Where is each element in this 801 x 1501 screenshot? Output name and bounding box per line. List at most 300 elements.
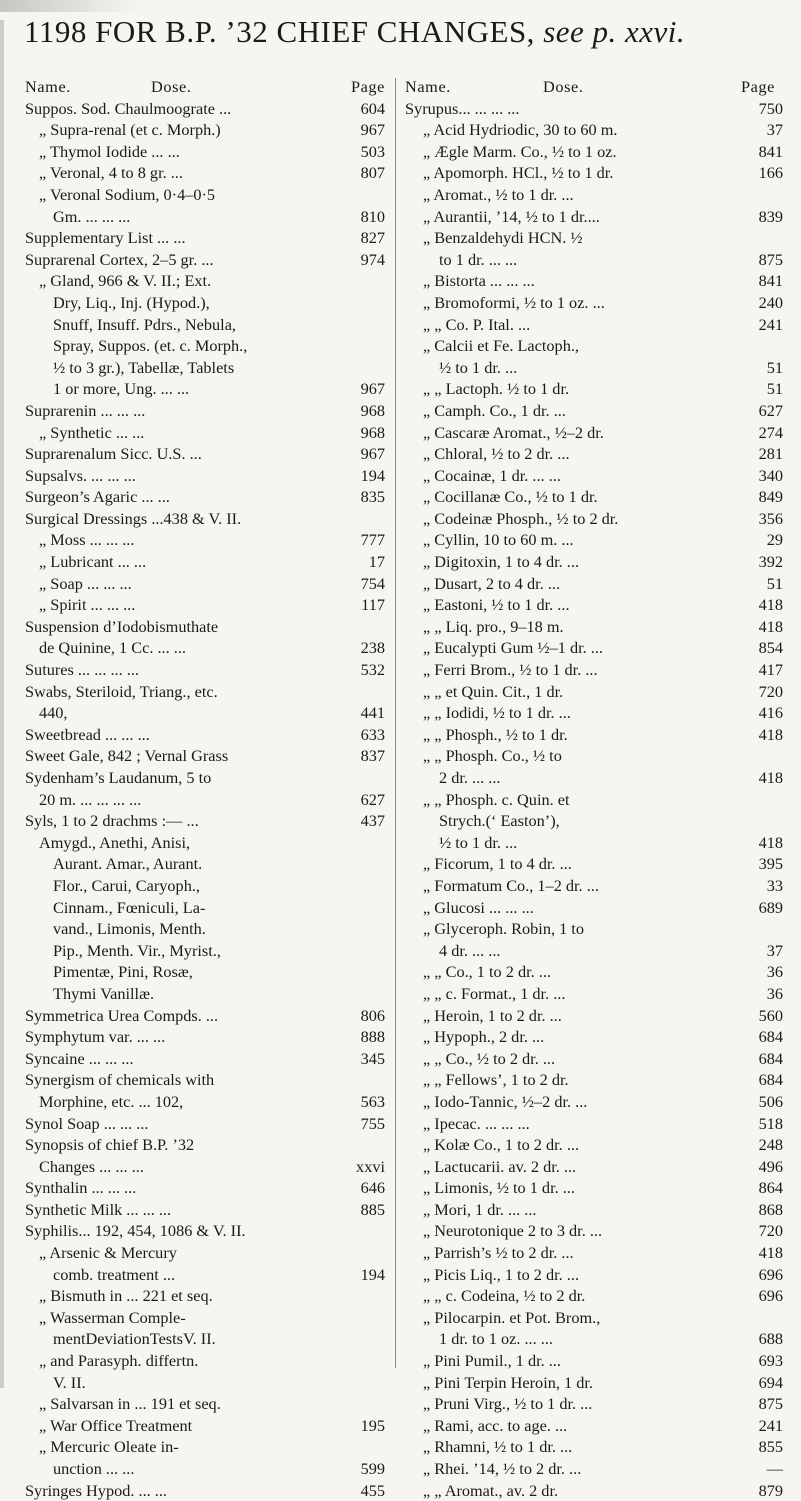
entry-line: „ „ Co., 1 to 2 dr. ... <box>423 962 551 982</box>
entry-page-ref: 684 <box>756 1026 783 1048</box>
entry-line: 440, <box>39 703 68 723</box>
index-entry <box>405 400 783 422</box>
index-entry <box>25 832 385 1005</box>
index-entry <box>25 767 385 810</box>
index-entry <box>405 1285 783 1307</box>
entry-line: „ Eucalypti Gum ½–1 dr. ... <box>423 638 603 658</box>
entry-page-ref: 194 <box>358 1264 385 1286</box>
right-column-header <box>405 76 783 98</box>
entry-page-ref: 646 <box>358 1177 385 1199</box>
index-entry <box>25 119 385 141</box>
index-entry <box>405 637 783 659</box>
entry-page-ref: 166 <box>756 162 783 184</box>
index-entry <box>405 465 783 487</box>
entry-line: „ Dusart, 2 to 4 dr. ... <box>423 573 561 593</box>
index-entry <box>25 1005 385 1027</box>
index-entry <box>25 141 385 163</box>
entry-line: „ Acid Hydriodic, 30 to 60 m. <box>423 120 618 140</box>
entry-line: ½ to 1 dr. ... <box>439 832 518 852</box>
index-entry <box>405 508 783 530</box>
entry-line: „ Limonis, ½ to 1 dr. ... <box>423 1178 575 1198</box>
entry-page-ref: 868 <box>756 1199 783 1221</box>
entry-line: „ Camph. Co., 1 dr. ... <box>423 400 566 420</box>
entry-line: Morphine, etc. ... 102, <box>39 1091 184 1111</box>
index-entry <box>405 1350 783 1372</box>
entry-line: ½ to 3 gr.), Tabellæ, Tablets <box>53 357 235 377</box>
index-entry <box>405 1220 783 1242</box>
index-entry <box>405 335 783 378</box>
entry-page-ref: 340 <box>756 465 783 487</box>
entry-line: ½ to 1 dr. ... <box>439 357 518 377</box>
index-entry <box>25 1069 385 1112</box>
entry-page-ref: 248 <box>756 1134 783 1156</box>
index-entry <box>405 422 783 444</box>
entry-line: „ Ferri Brom., ½ to 1 dr. ... <box>423 660 598 680</box>
index-entry <box>25 465 385 487</box>
entry-page-ref: 36 <box>764 961 783 983</box>
entry-page-ref: 888 <box>358 1026 385 1048</box>
entry-line: Synthetic Milk ... ... ... <box>25 1199 172 1219</box>
index-entry <box>25 745 385 767</box>
entry-line: „ „ Liq. pro., 9–18 m. <box>423 616 564 636</box>
index-entry <box>25 1199 385 1221</box>
entry-page-ref: 51 <box>764 378 783 400</box>
entry-page-ref: 807 <box>358 162 385 184</box>
entry-line: „ Cascaræ Aromat., ½–2 dr. <box>423 422 604 442</box>
index-entry <box>25 810 385 832</box>
entry-line: Snuff, Insuff. Pdrs., Nebula, <box>53 314 237 334</box>
entry-line: Amygd., Anethi, Anisi, <box>39 832 191 852</box>
entry-line: Suspension d’Iodobismuthate <box>25 616 219 636</box>
entry-page-ref: 627 <box>358 789 385 811</box>
index-entry <box>405 1393 783 1415</box>
entry-line: Surgical Dressings ...438 & V. II. <box>25 508 242 528</box>
entry-page-ref: 696 <box>756 1285 783 1307</box>
entry-line: „ Moss ... ... ... <box>39 530 135 550</box>
index-entry <box>405 1069 783 1091</box>
index-entry <box>405 616 783 638</box>
entry-page-ref: 855 <box>756 1436 783 1458</box>
entry-page-ref: 810 <box>358 206 385 228</box>
entry-page-ref: xxvi <box>353 1156 385 1178</box>
entry-line: vand., Limonis, Menth. <box>53 919 206 939</box>
index-entry <box>405 227 783 270</box>
entry-line: Syncaine ... ... ... <box>25 1048 134 1068</box>
entry-line: „ „ Co., ½ to 2 dr. ... <box>423 1048 556 1068</box>
entry-page-ref: 693 <box>756 1350 783 1372</box>
entry-page-ref: 37 <box>764 940 783 962</box>
entry-page-ref: 418 <box>756 724 783 746</box>
entry-page-ref: 684 <box>756 1069 783 1091</box>
entry-page-ref: 750 <box>756 98 783 120</box>
entry-page-ref: 392 <box>756 551 783 573</box>
entry-line: Symmetrica Urea Compds. ... <box>25 1005 219 1025</box>
entry-line: „ „ Aromat., av. 2 dr. <box>423 1480 559 1500</box>
entry-line: „ Salvarsan in ... 191 et seq. <box>39 1394 221 1414</box>
entry-line: Syrupus... ... ... ... <box>405 98 520 118</box>
index-entry <box>405 1415 783 1437</box>
entry-page-ref: 356 <box>756 508 783 530</box>
entry-page-ref: 806 <box>358 1005 385 1027</box>
index-entry <box>405 486 783 508</box>
index-entry <box>405 1307 783 1350</box>
entry-line: Pip., Menth. Vir., Myrist., <box>53 940 221 960</box>
index-entry <box>405 378 783 400</box>
entry-line: Strych.(‘ Easton’), <box>439 811 560 831</box>
entry-line: „ Gland, 966 & V. II.; Ext. <box>39 271 212 291</box>
index-entry <box>405 745 783 788</box>
entry-line: „ Rhamni, ½ to 1 dr. ... <box>423 1437 573 1457</box>
index-entry <box>25 1480 385 1501</box>
entry-page-ref: 17 <box>366 551 385 573</box>
entry-page-ref: 274 <box>756 422 783 444</box>
index-entry <box>25 1177 385 1199</box>
entry-line: „ Glucosi ... ... ... <box>423 897 534 917</box>
entry-line: „ Mori, 1 dr. ... ... <box>423 1199 537 1219</box>
entry-line: „ Formatum Co., 1–2 dr. ... <box>423 875 599 895</box>
index-entry <box>25 1415 385 1437</box>
entry-line: „ Benzaldehydi HCN. ½ <box>423 228 583 248</box>
entry-line: „ Pilocarpin. et Pot. Brom., <box>423 1307 601 1327</box>
index-entry <box>405 724 783 746</box>
entry-page-ref: 696 <box>756 1264 783 1286</box>
index-entry <box>405 1436 783 1458</box>
entry-page-ref: 974 <box>358 249 385 271</box>
entry-page-ref: 194 <box>358 465 385 487</box>
entry-page-ref: 755 <box>358 1113 385 1135</box>
index-entry <box>405 443 783 465</box>
entry-page-ref: 506 <box>756 1091 783 1113</box>
entry-page-ref: 627 <box>756 400 783 422</box>
entry-page-ref: 968 <box>358 422 385 444</box>
index-entry <box>405 573 783 595</box>
entry-line: 1 or more, Ung. ... ... <box>53 379 190 399</box>
index-entry <box>25 551 385 573</box>
entry-page-ref: 441 <box>358 702 385 724</box>
index-entry <box>25 1285 385 1307</box>
entry-line: Gm. ... ... ... <box>53 206 131 226</box>
entry-line: „ „ Lactoph. ½ to 1 dr. <box>423 379 570 399</box>
entry-page-ref: 879 <box>756 1480 783 1501</box>
index-entry <box>405 853 783 875</box>
index-entry <box>405 1005 783 1027</box>
entry-line: Swabs, Steriloid, Triang., etc. <box>25 681 218 701</box>
entry-line: „ and Parasyph. differtn. <box>39 1351 199 1371</box>
header-title: FOR B.P. ’32 CHIEF CHANGES, <box>95 14 535 49</box>
entry-page-ref: 518 <box>756 1113 783 1135</box>
index-entry <box>25 681 385 724</box>
entry-line: „ „ Phosph., ½ to 1 dr. <box>423 724 568 744</box>
index-entry <box>25 227 385 249</box>
index-entry <box>25 422 385 444</box>
entry-line: 4 dr. ... ... <box>439 940 501 960</box>
entry-line: Changes ... ... ... <box>39 1156 144 1176</box>
index-entry <box>405 292 783 314</box>
index-entry <box>405 1264 783 1286</box>
index-entry <box>25 1134 385 1177</box>
index-entry <box>405 206 783 228</box>
entry-page-ref: 885 <box>358 1199 385 1221</box>
entry-page-ref: 503 <box>358 141 385 163</box>
index-entry <box>25 1113 385 1135</box>
index-entry <box>405 1091 783 1113</box>
entry-page-ref: 532 <box>358 659 385 681</box>
entry-page-ref: 33 <box>764 875 783 897</box>
entry-page-ref: 437 <box>358 810 385 832</box>
entry-line: „ „ Iodidi, ½ to 1 dr. ... <box>423 703 571 723</box>
entry-line: Aurant. Amar., Aurant. <box>53 854 203 874</box>
entry-page-ref: 417 <box>756 659 783 681</box>
entry-page-ref: 418 <box>756 616 783 638</box>
entry-page-ref: 455 <box>358 1480 385 1501</box>
entry-page-ref: 777 <box>358 529 385 551</box>
entry-page-ref: 117 <box>358 594 385 616</box>
entry-line: „ „ Phosph. Co., ½ to <box>423 746 562 766</box>
entry-line: de Quinine, 1 Cc. ... ... <box>39 638 186 658</box>
entry-page-ref: 563 <box>358 1091 385 1113</box>
entry-line: „ Pini Terpin Heroin, 1 dr. <box>423 1372 593 1392</box>
index-entry <box>25 1393 385 1415</box>
entry-page-ref: 837 <box>358 745 385 767</box>
entry-line: „ Glyceroph. Robin, 1 to <box>423 919 584 939</box>
index-entry <box>405 1458 783 1480</box>
entry-line: „ Bistorta ... ... ... <box>423 271 535 291</box>
entry-line: „ Mercuric Oleate in- <box>39 1437 179 1457</box>
entry-line: Suprarenal Cortex, 2–5 gr. ... <box>25 249 214 269</box>
entry-line: „ Cocillanæ Co., ½ to 1 dr. <box>423 487 598 507</box>
entry-line: „ Veronal Sodium, 0·4–0·5 <box>39 184 216 204</box>
entry-page-ref: 967 <box>358 119 385 141</box>
entry-line: „ Chloral, ½ to 2 dr. ... <box>423 444 570 464</box>
index-entry <box>405 659 783 681</box>
entry-page-ref: 694 <box>756 1372 783 1394</box>
entry-line: Flor., Carui, Caryoph., <box>53 875 200 895</box>
entry-page-ref: 345 <box>358 1048 385 1070</box>
entry-page-ref: 241 <box>756 1415 783 1437</box>
index-entry <box>405 1242 783 1264</box>
entry-page-ref: 689 <box>756 897 783 919</box>
left-entry-list <box>25 98 385 1501</box>
entry-page-ref: 827 <box>358 227 385 249</box>
entry-line: Syringes Hypod. ... ... <box>25 1480 168 1500</box>
index-entry <box>25 508 385 530</box>
entry-line: Supsalvs. ... ... ... <box>25 465 136 485</box>
entry-page-ref: 418 <box>756 594 783 616</box>
entry-page-ref: 418 <box>756 1242 783 1264</box>
entry-page-ref: 240 <box>756 292 783 314</box>
entry-page-ref: 835 <box>358 486 385 508</box>
index-entry <box>405 1156 783 1178</box>
index-entry <box>25 659 385 681</box>
entry-page-ref: 720 <box>756 681 783 703</box>
entry-page-ref: 967 <box>358 443 385 465</box>
entry-line: Syphilis... 192, 454, 1086 & V. II. <box>25 1221 246 1241</box>
index-entry <box>405 1048 783 1070</box>
right-column <box>405 76 783 1501</box>
entry-page-ref: 839 <box>756 206 783 228</box>
entry-line: „ Heroin, 1 to 2 dr. ... <box>423 1005 562 1025</box>
index-entry <box>405 184 783 206</box>
entry-line: „ Bromoformi, ½ to 1 oz. ... <box>423 292 605 312</box>
entry-page-ref: 968 <box>358 400 385 422</box>
entry-line: „ Spirit ... ... ... <box>39 595 136 615</box>
page-corner-shadow <box>0 0 140 12</box>
entry-page-ref: 241 <box>756 314 783 336</box>
entry-page-ref: 496 <box>756 1156 783 1178</box>
entry-line: „ Kolæ Co., 1 to 2 dr. ... <box>423 1135 580 1155</box>
entry-page-ref: 416 <box>756 702 783 724</box>
entry-line: „ Lubricant ... ... <box>39 552 147 572</box>
index-entry <box>405 98 783 120</box>
entry-page-ref: 599 <box>358 1458 385 1480</box>
entry-line: Supplementary List ... ... <box>25 228 186 248</box>
entry-line: „ Lactucarii. av. 2 dr. ... <box>423 1156 577 1176</box>
entry-page-ref: 841 <box>756 270 783 292</box>
entry-line: Spray, Suppos. (et. c. Morph., <box>53 336 248 356</box>
right-entry-list <box>405 98 783 1501</box>
index-entry <box>25 1026 385 1048</box>
page-edge-shadow <box>0 20 4 1388</box>
col-header-name: Name. <box>405 77 451 96</box>
index-entry <box>405 314 783 336</box>
entry-page-ref: 36 <box>764 983 783 1005</box>
index-entry <box>25 270 385 400</box>
entry-line: unction ... ... <box>53 1459 135 1478</box>
entry-page-ref: 51 <box>764 357 783 379</box>
index-entry <box>405 702 783 724</box>
entry-page-ref: 418 <box>756 832 783 854</box>
entry-line: Sutures ... ... ... ... <box>25 660 139 680</box>
index-entry <box>405 1113 783 1135</box>
col-header-dose: Dose. <box>151 77 192 96</box>
entry-page-ref: 395 <box>756 853 783 875</box>
entry-line: mentDeviationTestsV. II. <box>53 1329 216 1349</box>
entry-page-ref: 684 <box>756 1048 783 1070</box>
index-entry <box>405 1134 783 1156</box>
entry-page-ref: 875 <box>756 249 783 271</box>
index-entry <box>405 789 783 854</box>
entry-line: „ Codeinæ Phosph., ½ to 2 dr. <box>423 508 619 528</box>
entry-line: Thymi Vanillæ. <box>53 983 155 1003</box>
running-header <box>24 14 794 54</box>
index-entry <box>405 681 783 703</box>
index-entry <box>25 1436 385 1479</box>
entry-line: Suprarenin ... ... ... <box>25 400 146 420</box>
entry-line: „ Synthetic ... ... <box>39 422 145 442</box>
entry-page-ref: 195 <box>358 1415 385 1437</box>
entry-line: „ Bismuth in ... 221 et seq. <box>39 1286 213 1306</box>
entry-line: „ Digitoxin, 1 to 4 dr. ... <box>423 552 580 572</box>
entry-line: „ Rhei. ’14, ½ to 2 dr. ... <box>423 1459 582 1478</box>
page-number: 1198 <box>24 14 87 49</box>
index-entry <box>405 1480 783 1501</box>
entry-line: Suprarenalum Sicc. U.S. ... <box>25 444 202 464</box>
header-see-ref: p. xxvi. <box>592 14 686 49</box>
entry-line: „ Aurantii, ’14, ½ to 1 dr.... <box>423 206 600 226</box>
index-entry <box>405 1177 783 1199</box>
entry-line: „ Aromat., ½ to 1 dr. ... <box>423 184 574 204</box>
index-entry <box>405 119 783 141</box>
index-entry <box>405 270 783 292</box>
entry-line: „ Cocainæ, 1 dr. ... ... <box>423 465 561 485</box>
index-entry <box>25 1242 385 1285</box>
index-entry <box>25 616 385 659</box>
col-header-dose: Dose. <box>543 77 584 96</box>
entry-line: „ Iodo-Tannic, ½–2 dr. ... <box>423 1091 588 1111</box>
entry-line: „ „ Co. P. Ital. ... <box>423 314 531 334</box>
entry-line: 1 dr. to 1 oz. ... ... <box>439 1329 553 1349</box>
index-entry <box>405 162 783 184</box>
index-entry <box>25 724 385 746</box>
entry-page-ref: 849 <box>756 486 783 508</box>
index-entry <box>25 573 385 595</box>
entry-page-ref: 37 <box>764 119 783 141</box>
index-entry <box>25 1220 385 1242</box>
index-entry <box>405 529 783 551</box>
entry-line: 20 m. ... ... ... ... <box>39 789 142 809</box>
entry-page-ref: 633 <box>358 724 385 746</box>
entry-line: „ Ipecac. ... ... ... <box>423 1113 530 1133</box>
index-entry <box>25 184 385 227</box>
entry-line: „ Soap ... ... ... <box>39 573 132 593</box>
entry-page-ref: 967 <box>358 378 385 400</box>
entry-page-ref: 841 <box>756 141 783 163</box>
entry-line: V. II. <box>53 1372 86 1392</box>
entry-page-ref: 29 <box>764 529 783 551</box>
index-entry <box>405 1372 783 1394</box>
entry-line: 2 dr. ... ... <box>439 768 501 787</box>
entry-line: Synergism of chemicals with <box>25 1070 215 1090</box>
index-entry <box>405 897 783 919</box>
entry-line: „ Hypoph., 2 dr. ... <box>423 1027 545 1047</box>
entry-line: „ Veronal, 4 to 8 gr. ... <box>39 163 183 183</box>
index-entry <box>405 983 783 1005</box>
entry-page-ref: 754 <box>358 573 385 595</box>
index-entry <box>25 486 385 508</box>
entry-line: „ War Office Treatment <box>39 1415 193 1435</box>
index-entry <box>405 875 783 897</box>
entry-line: Dry, Liq., Inj. (Hypod.), <box>53 292 210 312</box>
entry-line: „ Neurotonique 2 to 3 dr. ... <box>423 1221 603 1241</box>
index-entry <box>25 1307 385 1350</box>
col-header-name: Name. <box>25 77 71 96</box>
entry-line: „ „ c. Format., 1 dr. ... <box>423 983 566 1003</box>
index-entry <box>405 594 783 616</box>
entry-line: „ Ficorum, 1 to 4 dr. ... <box>423 854 572 874</box>
entry-page-ref: 864 <box>756 1177 783 1199</box>
index-entry <box>405 551 783 573</box>
entry-page-ref: 51 <box>764 573 783 595</box>
entry-line: „ Pini Pumil., 1 dr. ... <box>423 1351 561 1371</box>
entry-line: „ Cyllin, 10 to 60 m. ... <box>423 530 574 550</box>
left-column-header <box>25 76 385 98</box>
entry-line: „ Supra-renal (et c. Morph.) <box>39 120 221 140</box>
index-entry <box>25 400 385 422</box>
entry-page-ref: 604 <box>358 98 385 120</box>
entry-page-ref: 875 <box>756 1393 783 1415</box>
entry-line: Synthalin ... ... ... <box>25 1178 137 1198</box>
entry-line: „ Calcii et Fe. Lactoph., <box>423 336 579 356</box>
entry-line: Cinnam., Fœniculi, La- <box>53 897 206 917</box>
entry-line: Syls, 1 to 2 drachms :— ... <box>25 811 199 831</box>
entry-line: „ Pruni Virg., ½ to 1 dr. ... <box>423 1394 593 1414</box>
entry-line: „ „ Phosph. c. Quin. et <box>423 789 570 809</box>
index-entry <box>25 249 385 271</box>
entry-page-ref: 720 <box>756 1220 783 1242</box>
index-entry <box>25 1350 385 1393</box>
entry-page-ref: — <box>764 1458 783 1480</box>
index-entry <box>25 98 385 120</box>
